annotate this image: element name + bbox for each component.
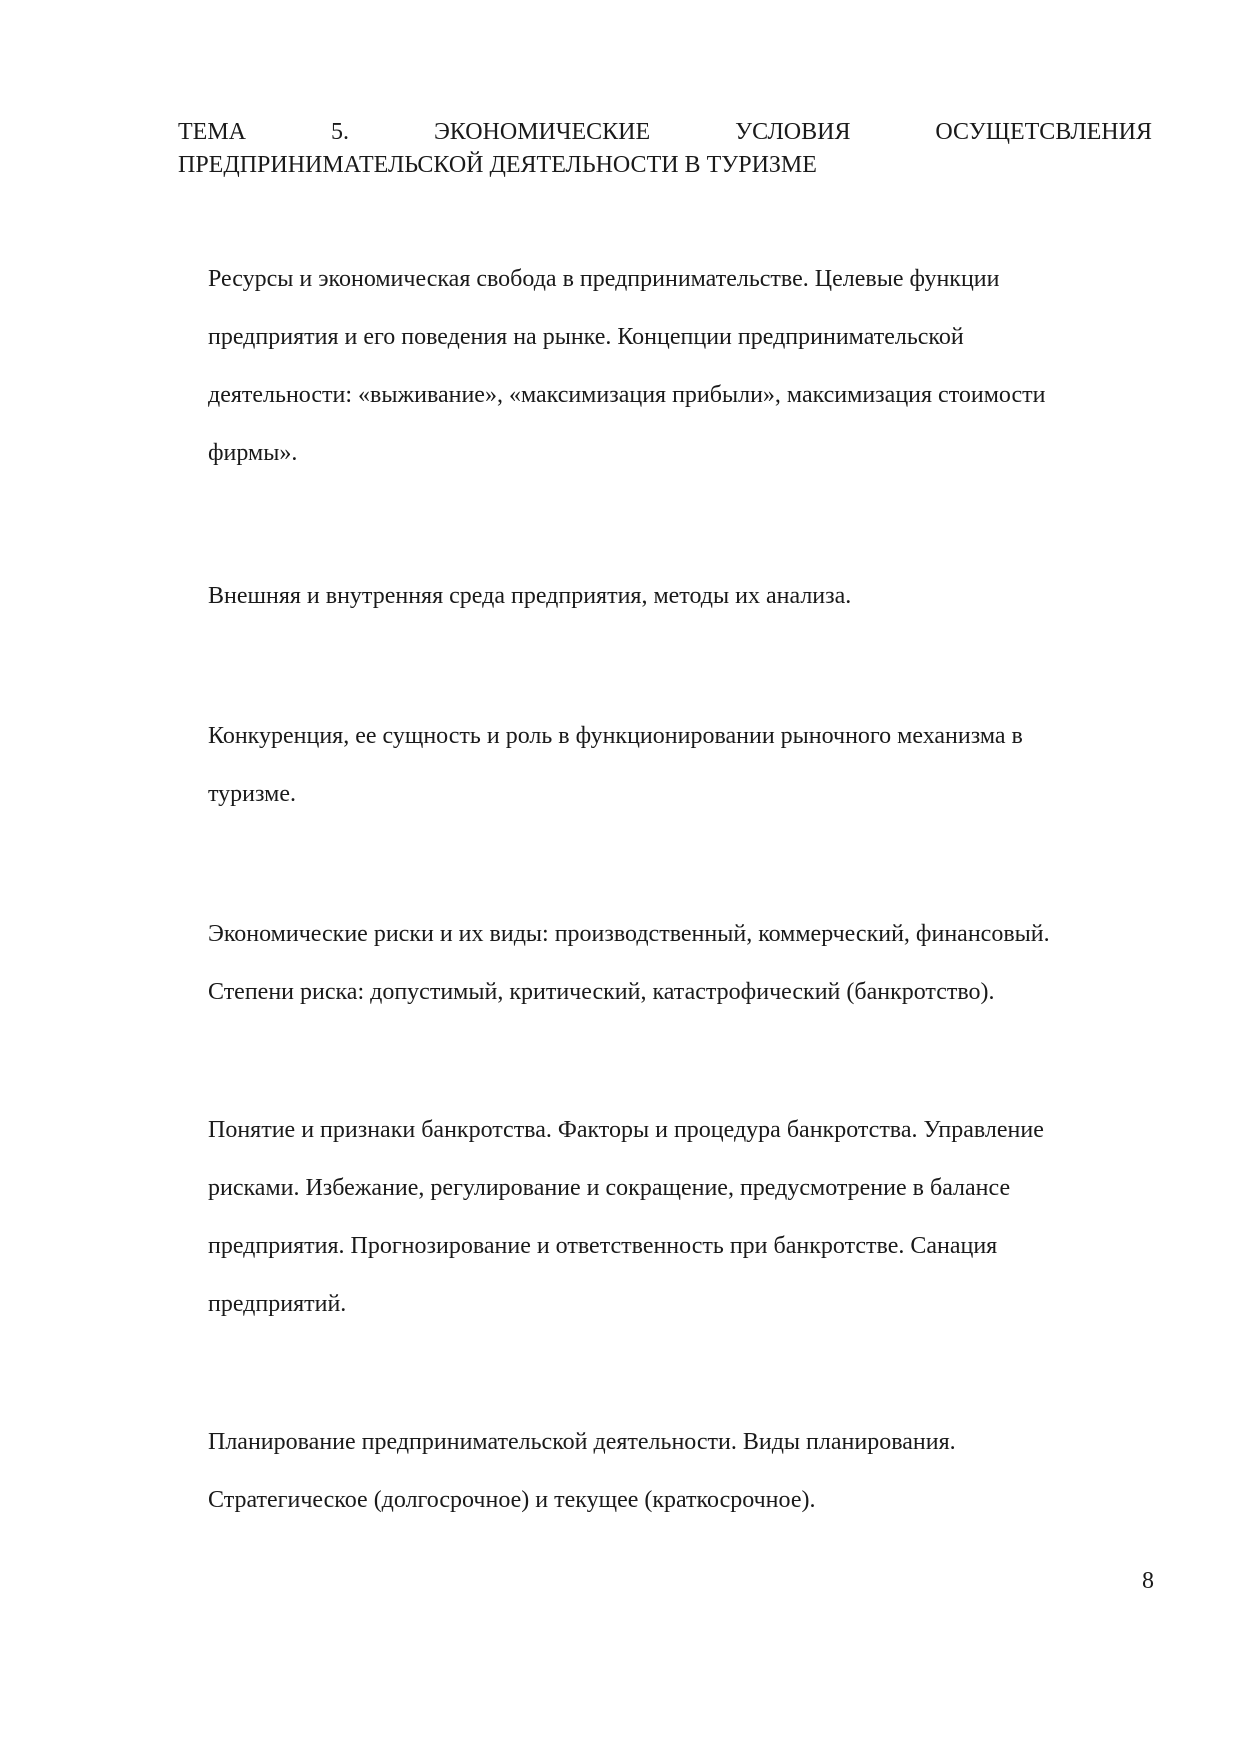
section-title <box>178 116 1152 182</box>
paragraph-environment <box>208 567 1138 625</box>
paragraph-line: Понятие и признаки банкротства. Факторы и процедура банкротства. Управление <box>208 1117 1044 1143</box>
title-word: ТЕМА <box>178 119 246 145</box>
paragraph-line: деятельности: «выживание», «максимизация прибыли», максимизация стоимости <box>208 382 1046 408</box>
title-word: ЭКОНОМИЧЕСКИЕ <box>433 119 651 145</box>
paragraph-planning <box>208 1413 1138 1529</box>
paragraph-line: Стратегическое (долгосрочное) и текущее (краткосрочное). <box>208 1487 816 1513</box>
paragraph-line: фирмы». <box>208 440 298 466</box>
paragraph-resources <box>208 250 1138 482</box>
paragraph-competition <box>208 707 1138 823</box>
paragraph-line: предприятий. <box>208 1291 347 1317</box>
paragraph-line: Внешняя и внутренняя среда предприятия, методы их анализа. <box>208 583 852 609</box>
title-word: УСЛОВИЯ <box>735 119 851 145</box>
title-word: ОСУЩЕТСВЛЕНИЯ <box>935 119 1152 145</box>
paragraph-line: рисками. Избежание, регулирование и сокращение, предусмотрение в балансе <box>208 1175 1011 1201</box>
page-number: 8 <box>1142 1568 1154 1594</box>
paragraph-line: Степени риска: допустимый, критический, катастрофический (банкротство). <box>208 979 995 1005</box>
paragraph-line: Конкуренция, ее сущность и роль в функционировании рыночного механизма в <box>208 723 1023 749</box>
title-word: 5. <box>330 119 349 145</box>
paragraph-line: Экономические риски и их виды: производственный, коммерческий, финансовый. <box>208 921 1050 947</box>
paragraph-line: туризме. <box>208 781 296 807</box>
paragraph-risks <box>208 905 1138 1021</box>
paragraph-line: предприятия. Прогнозирование и ответственность при банкротстве. Санация <box>208 1233 998 1259</box>
paragraph-line: Ресурсы и экономическая свобода в предпринимательстве. Целевые функции <box>208 266 1000 292</box>
paragraph-line: Планирование предпринимательской деятельности. Виды планирования. <box>208 1429 956 1455</box>
section-title-line-1 <box>178 116 1152 149</box>
paragraph-line: предприятия и его поведения на рынке. Концепции предпринимательской <box>208 324 964 350</box>
paragraph-bankruptcy <box>208 1101 1138 1333</box>
section-title-line-2: ПРЕДПРИНИМАТЕЛЬСКОЙ ДЕЯТЕЛЬНОСТИ В ТУРИЗМЕ <box>178 152 817 178</box>
